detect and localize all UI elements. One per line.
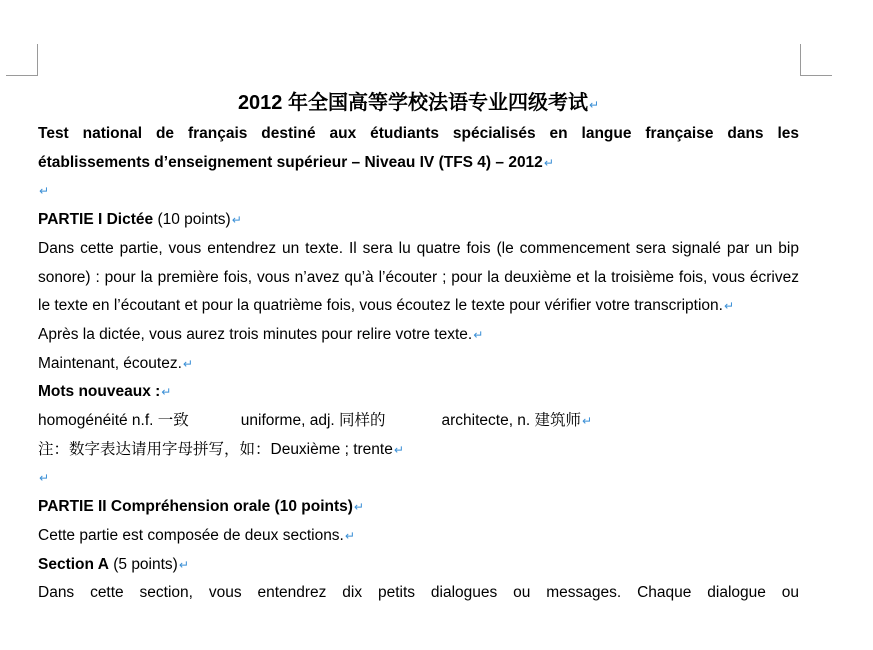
empty-paragraph <box>38 177 799 206</box>
paragraph-mark-icon <box>345 529 355 543</box>
paragraph-mark-icon <box>394 443 404 457</box>
crop-mark-top-left <box>6 44 38 76</box>
part1-now <box>38 350 799 379</box>
vocab-heading-text: Mots nouveaux : <box>38 383 161 401</box>
paragraph-mark-icon <box>179 558 189 572</box>
paragraph-mark-icon <box>39 471 49 485</box>
part2-intro-text: Cette partie est composée de deux sections. <box>38 526 344 544</box>
paragraph-mark-icon <box>354 500 364 514</box>
part1-heading <box>38 206 799 235</box>
part1-instructions-text: Dans cette partie, vous entendrez un texte. Il sera lu quatre fois (le commencement sera signalé par un bip sonore) : pour la première fois, vous n’avez qu’à l’écouter ; pour la deuxième et la troisième fois, vous écrivez le texte en l’écoutant et pour la quatrième fois, vous écoutez le texte pour vérifier votre transcription. <box>38 239 799 315</box>
part1-now-text: Maintenant, écoutez. <box>38 354 182 372</box>
paragraph-mark-icon <box>724 299 734 313</box>
subtitle-text: Test national de français destiné aux étudiants spécialisés en langue française dans les établissements d’enseignement supérieur – Niveau IV (TFS 4) – 2012 <box>38 125 799 171</box>
vocab-item: architecte, n. 建筑师 <box>441 412 582 430</box>
vocab-list <box>38 407 799 436</box>
part2-intro <box>38 522 799 551</box>
section-a-heading-text: Section A <box>38 555 109 573</box>
spelling-note <box>38 436 799 465</box>
document-title <box>38 88 799 120</box>
section-a-text-content: Dans cette section, vous entendrez dix petits dialogues ou messages. Chaque dialogue ou <box>38 584 799 602</box>
paragraph-mark-icon <box>582 414 592 428</box>
paragraph-mark-icon <box>161 385 171 399</box>
paragraph-mark-icon <box>183 357 193 371</box>
paragraph-mark-icon <box>589 98 599 112</box>
paragraph-mark-icon <box>232 213 242 227</box>
part1-instructions <box>38 235 799 321</box>
paragraph-mark-icon <box>473 328 483 342</box>
empty-paragraph <box>38 464 799 493</box>
part1-points: (10 points) <box>153 211 231 229</box>
vocab-item: uniforme, adj. 同样的 <box>240 412 386 430</box>
crop-mark-top-right <box>800 44 832 76</box>
document-subtitle <box>38 120 799 177</box>
part1-heading-text: PARTIE I Dictée <box>38 211 154 229</box>
document-page <box>38 88 799 608</box>
paragraph-mark-icon <box>39 184 49 198</box>
vocab-heading <box>38 378 799 407</box>
paragraph-mark-icon <box>544 156 554 170</box>
title-text: 2012 年全国高等学校法语专业四级考试 <box>237 92 588 114</box>
section-a-points: (5 points) <box>108 555 178 573</box>
part1-after <box>38 321 799 350</box>
section-a-heading <box>38 551 799 580</box>
part2-heading-text: PARTIE II Compréhension orale (10 points) <box>38 498 353 516</box>
part1-after-text: Après la dictée, vous aurez trois minutes pour relire votre texte. <box>38 325 473 343</box>
part2-heading <box>38 493 799 522</box>
vocab-item: homogénéité n.f. 一致 <box>38 412 189 430</box>
spelling-note-text: 注：数字表达请用字母拼写，如：Deuxième ; trente <box>38 440 393 458</box>
section-a-text <box>38 579 799 608</box>
